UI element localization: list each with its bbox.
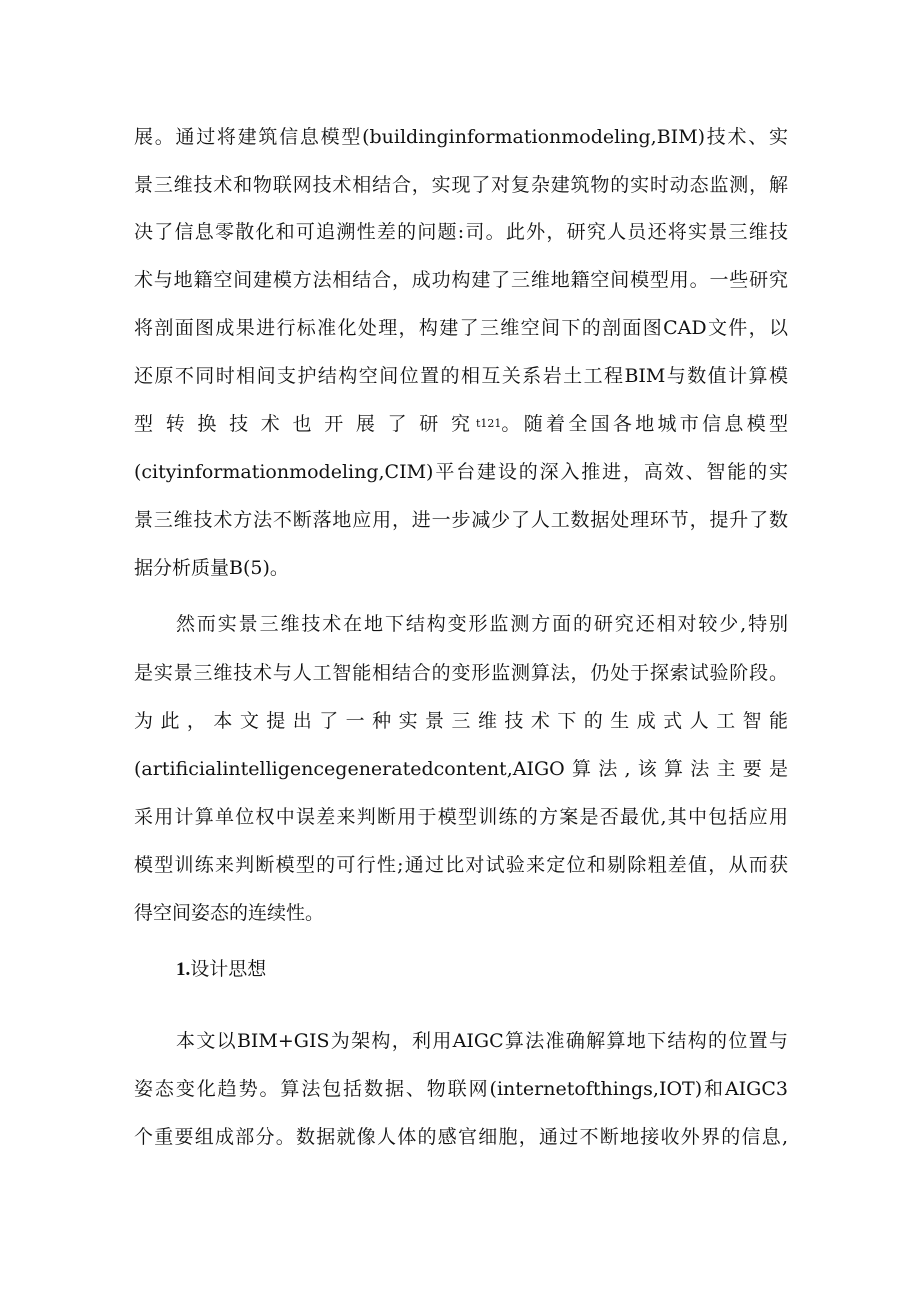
text-line: 是实景三维技术与人工智能相结合的变形监测算法，仍处于探索试验阶段。 [134, 662, 788, 684]
text-line: 决了信息零散化和可追溯性差的问题:司。此外，研究人员还将实景三维技 [134, 221, 788, 243]
text-line: 还原不同时相间支护结构空间位置的相互关系岩土工程BIM与数值计算模 [134, 365, 788, 387]
section-title: 设计思想 [190, 958, 267, 980]
text-line: 模型训练来判断模型的可行性;通过比对试验来定位和剔除粗差值，从而获 [134, 854, 788, 876]
text-line: 为此，本文提出了一种实景三维技术下的生成式人工智能 [134, 710, 788, 732]
text-line: 姿态变化趋势。算法包括数据、物联网(internetofthings,IOT)和AIGC3 [134, 1078, 788, 1100]
text-line: 展。通过将建筑信息模型(buildinginformationmodeling,BIM)技术、实 [134, 126, 788, 148]
text-segment: 型转换技术也开展了研究 [134, 413, 470, 435]
text-line: 个重要组成部分。数据就像人体的感官细胞，通过不断地接收外界的信息, [134, 1126, 788, 1148]
text-line-with-citation [134, 412, 788, 436]
text-line: 本文以BIM+GIS为架构，利用AIGC算法准确解算地下结构的位置与 [176, 1030, 788, 1052]
text-line: 据分析质量B(5)。 [134, 557, 289, 579]
section-number: 1. [176, 959, 191, 980]
text-line: 将剖面图成果进行标准化处理，构建了三维空间下的剖面图CAD文件，以 [134, 317, 788, 339]
text-segment: 。随着全国各地城市信息模型 [501, 413, 788, 435]
citation-superscript: t121 [476, 417, 502, 430]
text-line: 然而实景三维技术在地下结构变形监测方面的研究还相对较少,特别 [176, 613, 788, 635]
text-line: 得空间姿态的连续性。 [134, 902, 325, 924]
text-line: (artificialintelligencegeneratedcontent,AIGO算法,该算法主要是 [134, 758, 788, 780]
section-heading [176, 957, 788, 982]
text-line: 采用计算单位权中误差来判断用于模型训练的方案是否最优,其中包括应用 [134, 806, 788, 828]
text-line: 景三维技术方法不断落地应用，进一步减少了人工数据处理环节，提升了数 [134, 509, 788, 531]
text-line: 术与地籍空间建模方法相结合，成功构建了三维地籍空间模型用。一些研究 [134, 269, 788, 291]
text-line: 景三维技术和物联网技术相结合，实现了对复杂建筑物的实时动态监测，解 [134, 174, 788, 196]
text-line: (cityinformationmodeling,CIM)平台建设的深入推进，高效、智能的实 [134, 461, 788, 483]
